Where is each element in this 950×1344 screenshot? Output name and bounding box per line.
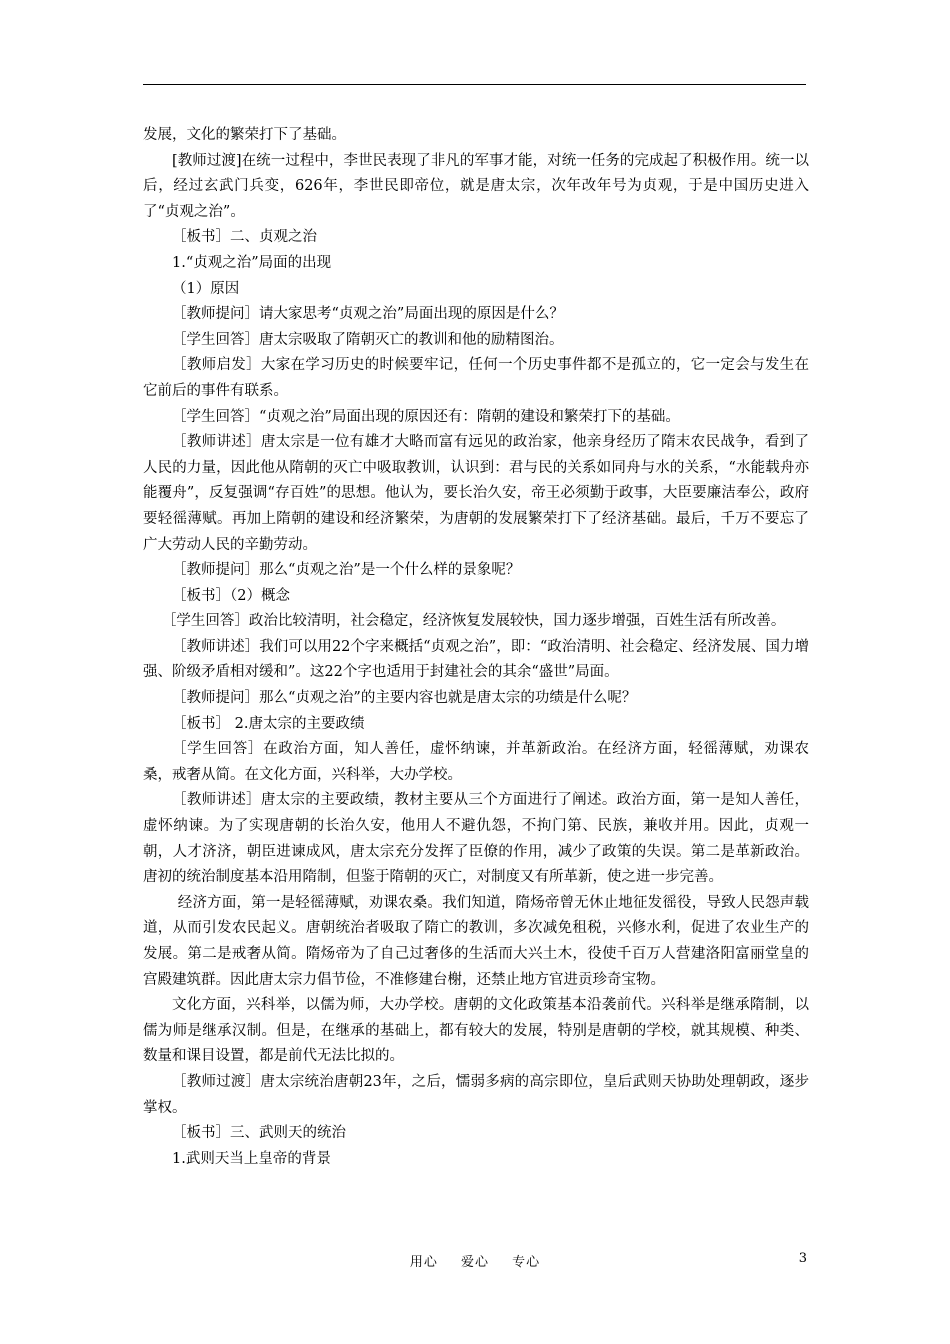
- paragraph: ［教师提问］请大家思考“贞观之治”局面出现的原因是什么？: [172, 306, 564, 323]
- paragraph: ［教师提问］那么“贞观之治”的主要内容也就是唐太宗的功绩是什么呢？: [172, 690, 637, 707]
- paragraph: [教师过渡]在统一过程中，李世民表现了非凡的军事才能，对统一任务的完成起了积极作用。统一以后，经过玄武门兵变，626年，李世民即帝位，就是唐太宗，次年改年号为贞观，于是中国历史进入了“贞观之治”。: [143, 152, 809, 220]
- paragraph: 文化方面，兴科举，以儒为师，大办学校。唐朝的文化政策基本沿袭前代。兴科举是继承隋制，以儒为师是继承汉制。但是，在继承的基础上，都有较大的发展，特别是唐朝的学校，就其规模、种类、数量和课目设置，都是前代无法比拟的。: [143, 997, 809, 1065]
- paragraph: ［教师启发］大家在学习历史的时候要牢记，任何一个历史事件都不是孤立的，它一定会与发生在它前后的事件有联系。: [143, 357, 809, 399]
- paragraph: ［教师讲述］唐太宗是一位有雄才大略而富有远见的政治家，他亲身经历了隋末农民战争，看到了人民的力量，因此他从隋朝的灭亡中吸取教训，认识到：君与民的关系如同舟与水的关系，“水能载舟亦能覆舟”，反复强调“存百姓”的思想。他认为，要长治久安，帝王必须勤于政事，大臣要廉洁奉公，政府要轻徭薄赋。再加上隋朝的建设和经济繁荣，为唐朝的发展繁荣打下了经济基础。最后，千万不要忘了广大劳动人民的辛勤劳动。: [143, 434, 809, 553]
- paragraph: ［板书］（2）概念: [172, 587, 290, 604]
- paragraph: 1.武则天当上皇帝的背景: [172, 1150, 331, 1167]
- paragraph: ［教师讲述］唐太宗的主要政绩，教材主要从三个方面进行了阐述。政治方面，第一是知人善任，虚怀纳谏。为了实现唐朝的长治久安，他用人不避仇怨，不拘门第、民族，兼收并用。因此，贞观一朝，人才济济，朝臣进谏成风，唐太宗充分发挥了臣僚的作用，减少了政策的失误。第二是革新政治。唐初的统治制度基本沿用隋制，但鉴于隋朝的灭亡，对制度又有所革新，使之进一步完善。: [143, 792, 809, 886]
- page-number: 3: [798, 1251, 807, 1266]
- paragraph: ［学生回答］唐太宗吸取了隋朝灭亡的教训和他的励精图治。: [172, 331, 564, 348]
- header-rule: [143, 84, 806, 85]
- paragraph: ［教师讲述］我们可以用22个字来概括“贞观之治”，即：“政治清明、社会稳定、经济发展、国力增强、阶级矛盾相对缓和”。这22个字也适用于封建社会的其余“盛世”局面。: [143, 638, 809, 681]
- paragraph: ［板书］二、贞观之治: [172, 229, 317, 246]
- paragraph: 发展，文化的繁荣打下了基础。: [143, 127, 346, 143]
- paragraph: ［教师过渡］唐太宗统治唐朝23年，之后，懦弱多病的高宗即位，皇后武则天协助处理朝政，逐步掌权。: [143, 1073, 809, 1116]
- paragraph: ［板书］三、武则天的统治: [172, 1125, 346, 1142]
- footer-motto-word: 爱心: [460, 1255, 489, 1270]
- document-body: [143, 123, 809, 1172]
- paragraph: ［学生回答］“贞观之治”局面出现的原因还有：隋朝的建设和繁荣打下的基础。: [172, 408, 680, 425]
- footer-motto: [0, 1251, 950, 1270]
- footer-motto-word: 专心: [512, 1255, 541, 1270]
- paragraph: （1）原因: [172, 280, 240, 297]
- paragraph: ［学生回答］在政治方面，知人善任，虚怀纳谏，并革新政治。在经济方面，轻徭薄赋，劝课农桑，戒奢从简。在文化方面，兴科举，大办学校。: [143, 741, 809, 783]
- paragraph: ［学生回答］政治比较清明，社会稳定，经济恢复发展较快，国力逐步增强，百姓生活有所改善。: [161, 613, 786, 630]
- footer-motto-word: 用心: [409, 1255, 438, 1270]
- paragraph: 经济方面，第一是轻徭薄赋，劝课农桑。我们知道，隋炀帝曾无休止地征发徭役，导致人民怨声载道，从而引发农民起义。唐朝统治者吸取了隋亡的教训，多次减免租税，兴修水利，促进了农业生产的发展。第二是戒奢从简。隋炀帝为了自己过奢侈的生活而大兴土木，役使千百万人营建洛阳富丽堂皇的宫殿建筑群。因此唐太宗力倡节俭，不准修建台榭，还禁止地方官进贡珍奇宝物。: [143, 894, 809, 988]
- paragraph: ［教师提问］那么“贞观之治”是一个什么样的景象呢？: [172, 562, 521, 579]
- paragraph: 1.“贞观之治”局面的出现: [172, 254, 332, 271]
- paragraph: ［板书］ 2.唐太宗的主要政绩: [172, 715, 365, 732]
